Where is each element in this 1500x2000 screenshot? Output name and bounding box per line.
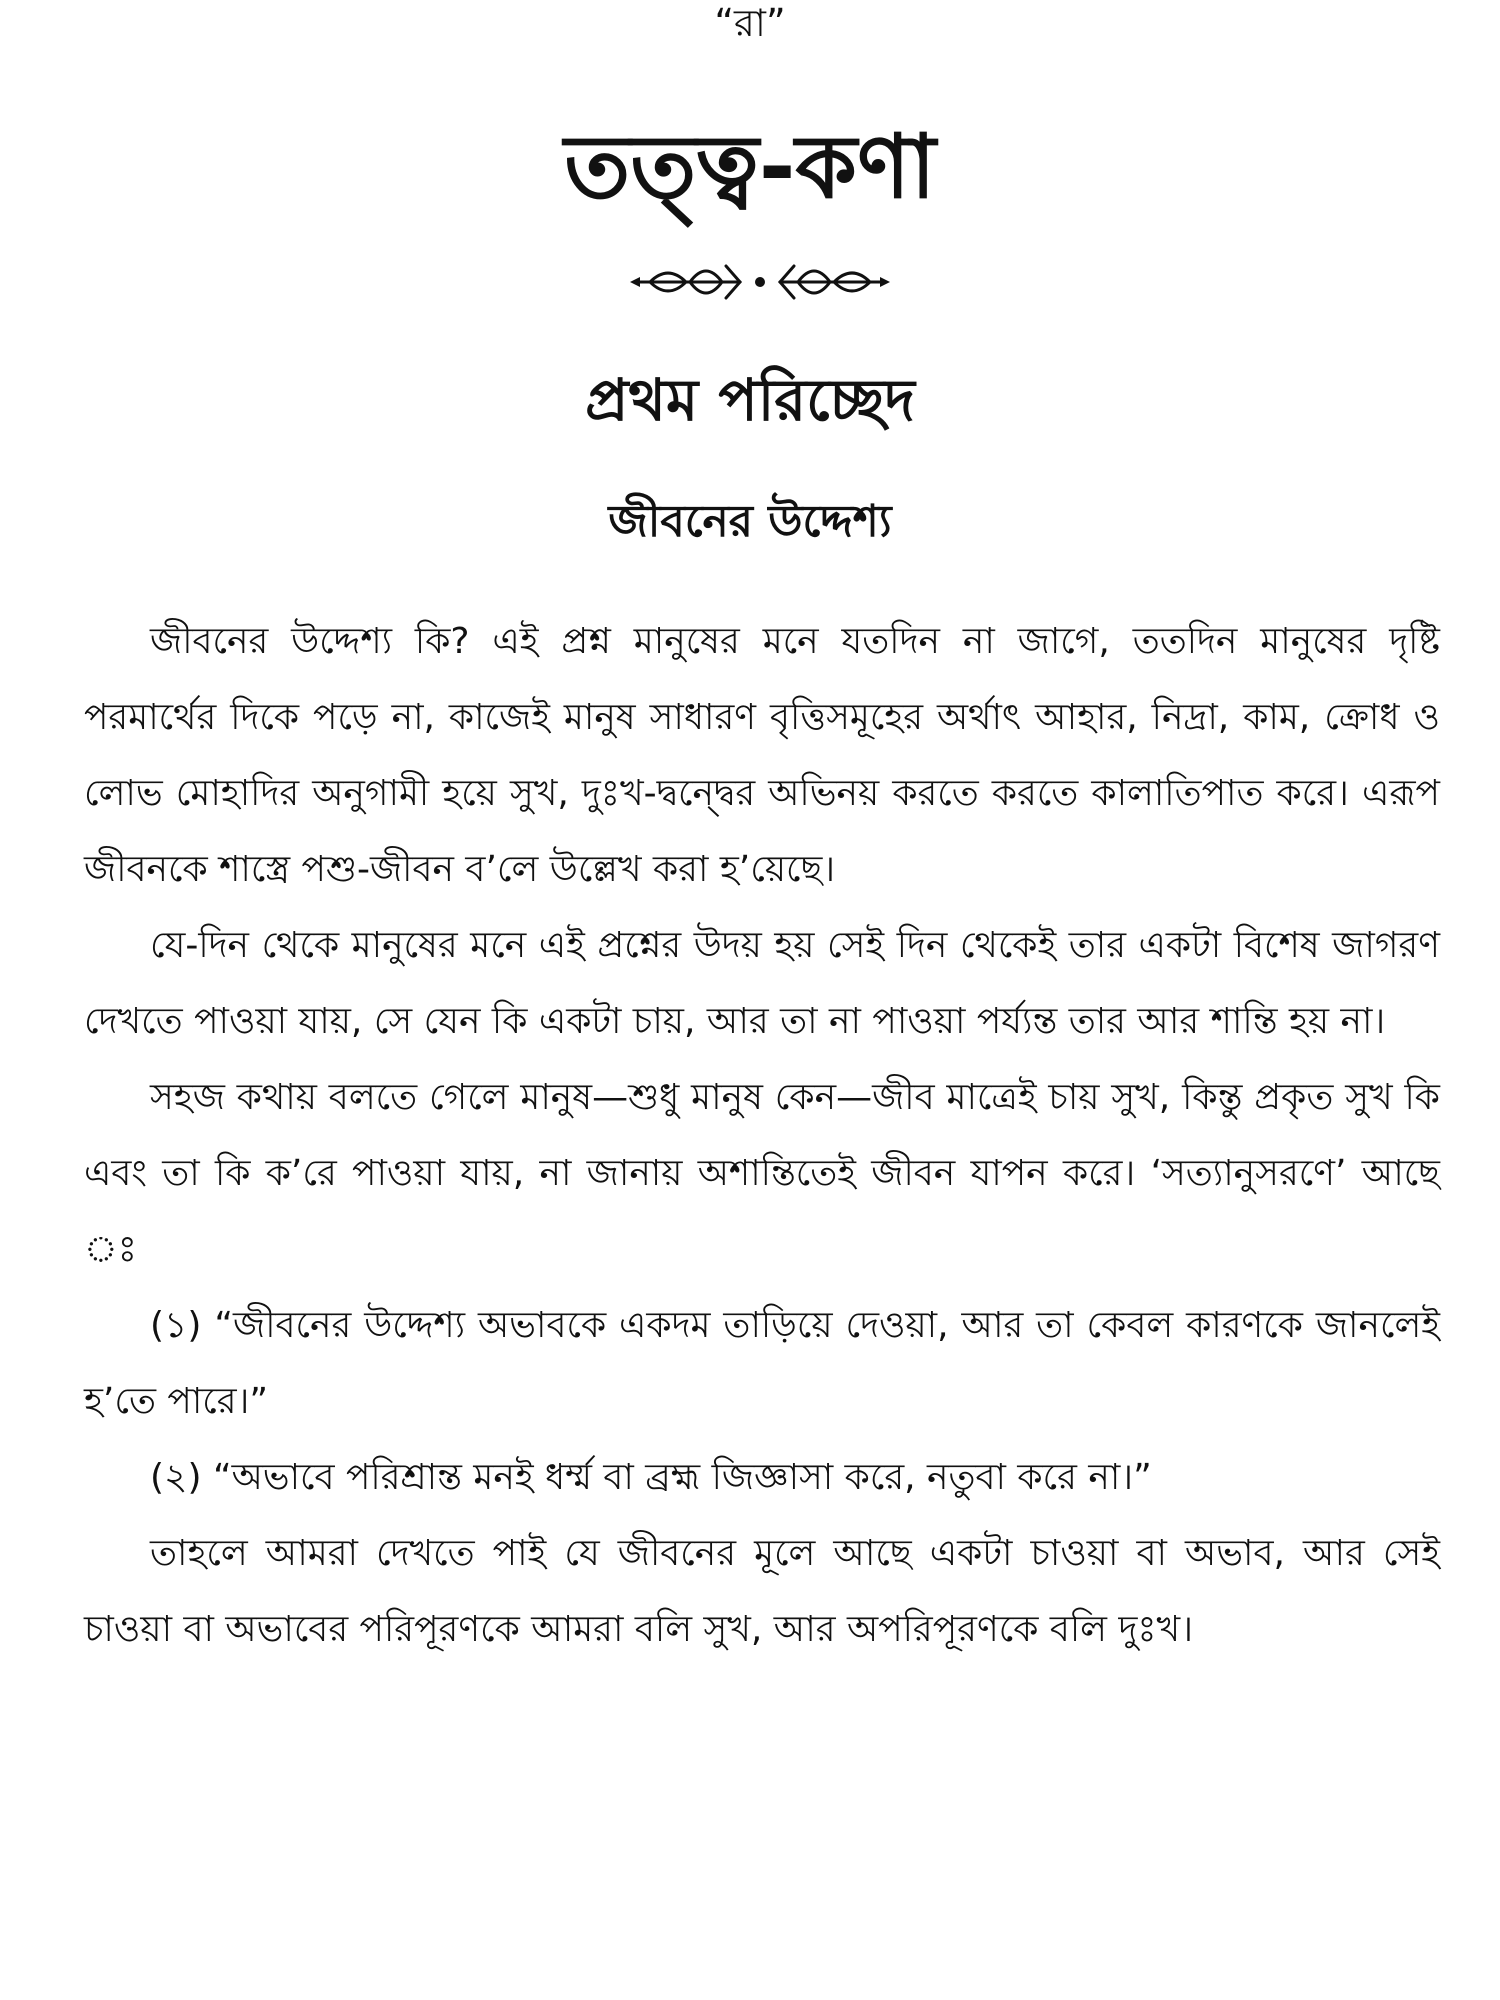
- section-heading: জীবনের উদ্দেশ্য: [608, 496, 892, 547]
- page-header-mark: “রা”: [714, 1, 786, 45]
- floral-divider-icon: [630, 252, 890, 312]
- paragraph: তাহলে আমরা দেখতে পাই যে জীবনের মূলে আছে একটা চাওয়া বা অভাব, আর সেই চাওয়া বা অভাবের পরিপূরণকে আমরা বলি সুখ, আর অপরিপূরণকে বলি দুঃখ।: [84, 1533, 1440, 1650]
- body-text: [84, 604, 1440, 1668]
- chapter-heading: প্রথম পরিচ্ছেদ: [585, 366, 915, 434]
- quote-paragraph: (২) “অভাবে পরিশ্রান্ত মনই ধর্ম্ম বা ব্রহ্ম জিজ্ঞাসা করে, নতুবা করে না।”: [150, 1457, 1152, 1498]
- paragraph: জীবনের উদ্দেশ্য কি? এই প্রশ্ন মানুষের মনে যতদিন না জাগে, ততদিন মানুষের দৃষ্টি পরমার্থের দিকে পড়ে না, কাজেই মানুষ সাধারণ বৃত্তিসমূহের অর্থাৎ আহার, নিদ্রা, কাম, ক্রোধ ও লোভ মোহাদির অনুগামী হয়ে সুখ, দুঃখ-দ্বন্দ্বের অভিনয় করতে করতে কালাতিপাত করে। এরূপ জীবনকে শাস্ত্রে পশু-জীবন ব’লে উল্লেখ করা হ’য়েছে।: [84, 621, 1440, 890]
- page-title: তত্ত্ব-কণা: [564, 115, 936, 218]
- quote-paragraph: (১) “জীবনের উদ্দেশ্য অভাবকে একদম তাড়িয়ে দেওয়া, আর তা কেবল কারণকে জানলেই হ’তে পারে।”: [84, 1305, 1440, 1422]
- paragraph: যে-দিন থেকে মানুষের মনে এই প্রশ্নের উদয় হয় সেই দিন থেকেই তার একটা বিশেষ জাগরণ দেখতে পাওয়া যায়, সে যেন কি একটা চায়, আর তা না পাওয়া পর্য্যন্ত তার আর শান্তি হয় না।: [84, 925, 1440, 1042]
- paragraph: সহজ কথায় বলতে গেলে মানুষ—শুধু মানুষ কেন—জীব মাত্রেই চায় সুখ, কিন্তু প্রকৃত সুখ কি এবং তা কি ক’রে পাওয়া যায়, না জানায় অশান্তিতেই জীবন যাপন করে। ‘সত্যানুসরণে’ আছে ঃ: [84, 1077, 1440, 1270]
